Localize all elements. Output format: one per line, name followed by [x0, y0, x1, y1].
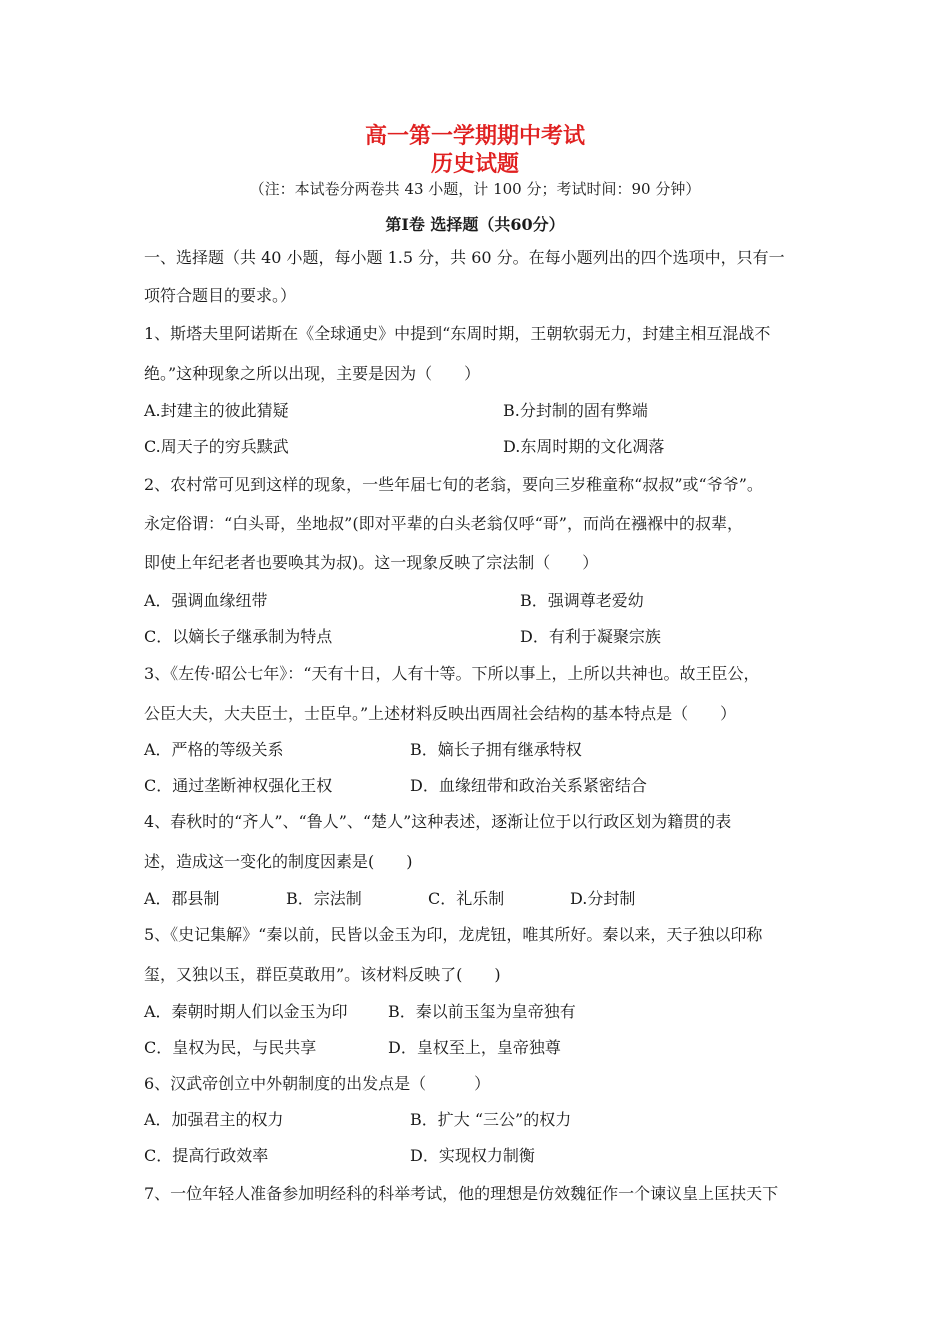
section-title: 第Ⅰ卷 选择题（共60分） — [385, 215, 565, 234]
question-1-stem: 绝。”这种现象之所以出现，主要是因为（ ） — [144, 364, 481, 383]
question-4-option-b: B．宗法制 — [286, 889, 362, 908]
question-6-option-b: B．扩大 “三公”的权力 — [410, 1110, 572, 1129]
question-2-option-d: D．有利于凝聚宗族 — [520, 627, 661, 646]
question-5-option-d: D．皇权至上，皇帝独尊 — [388, 1038, 561, 1057]
question-4-stem: 述，造成这一变化的制度因素是( ) — [144, 852, 413, 871]
question-4-option-c: C．礼乐制 — [428, 889, 505, 908]
question-4-option-d: D.分封制 — [570, 889, 636, 908]
question-1-stem: 1、斯塔夫里阿诺斯在《全球通史》中提到“东周时期，王朝软弱无力，封建主相互混战不 — [144, 324, 771, 343]
question-3-stem: 3、《左传·昭公七年》：“天有十日，人有十等。下所以事上，上所以共神也。故王臣公， — [144, 664, 760, 683]
question-4-option-a: A．郡县制 — [144, 889, 220, 908]
question-3-option-c: C．通过垄断神权强化王权 — [144, 776, 333, 795]
instructions-line: 一、选择题（共 40 小题，每小题 1.5 分，共 60 分。在每小题列出的四个选项中，只有一 — [144, 248, 785, 267]
question-2-option-b: B．强调尊老爱幼 — [520, 591, 644, 610]
question-5-stem: 5、《史记集解》“秦以前，民皆以金玉为印，龙虎钮，唯其所好。秦以来，天子独以印称 — [144, 925, 763, 944]
question-3-option-a: A．严格的等级关系 — [144, 740, 284, 759]
question-1-option-c: C.周天子的穷兵黩武 — [144, 437, 289, 456]
question-1-option-b: B.分封制的固有弊端 — [503, 401, 648, 420]
question-7-stem: 7、一位年轻人准备参加明经科的科举考试，他的理想是仿效魏征作一个谏议皇上匡扶天下 — [144, 1184, 779, 1203]
exam-note: （注：本试卷分两卷共 43 小题，计 100 分；考试时间：90 分钟） — [249, 180, 701, 198]
question-5-option-b: B．秦以前玉玺为皇帝独有 — [388, 1002, 576, 1021]
question-4-stem: 4、春秋时的“齐人”、“鲁人”、“楚人”这种表述，逐渐让位于以行政区划为籍贯的表 — [144, 812, 732, 831]
question-6-option-d: D．实现权力制衡 — [410, 1146, 535, 1165]
question-1-option-d: D.东周时期的文化凋落 — [503, 437, 665, 456]
question-1-option-a: A.封建主的彼此猜疑 — [144, 401, 289, 420]
question-2-option-c: C．以嫡长子继承制为特点 — [144, 627, 333, 646]
question-2-stem: 2、农村常可见到这样的现象，一些年届七旬的老翁，要向三岁稚童称“叔叔”或“爷爷”。 — [144, 475, 763, 494]
question-2-stem: 即使上年纪老者也要唤其为叔)。这一现象反映了宗法制（ ） — [144, 553, 599, 572]
question-3-stem: 公臣大夫，大夫臣士，士臣皁。”上述材料反映出西周社会结构的基本特点是（ ） — [144, 704, 737, 723]
question-2-option-a: A．强调血缘纽带 — [144, 591, 268, 610]
question-3-option-d: D．血缘纽带和政治关系紧密结合 — [410, 776, 647, 795]
exam-title: 高一第一学期期中考试 — [364, 123, 585, 149]
instructions-line: 项符合题目的要求。） — [144, 286, 297, 305]
question-6-option-c: C．提高行政效率 — [144, 1146, 269, 1165]
question-3-option-b: B．嫡长子拥有继承特权 — [410, 740, 582, 759]
question-5-stem: 玺，又独以玉，群臣莫敢用”。该材料反映了( ) — [144, 965, 501, 984]
exam-subtitle: 历史试题 — [430, 151, 519, 177]
question-6-option-a: A．加强君主的权力 — [144, 1110, 284, 1129]
question-5-option-c: C．皇权为民，与民共享 — [144, 1038, 317, 1057]
question-5-option-a: A．秦朝时期人们以金玉为印 — [144, 1002, 348, 1021]
question-6-stem: 6、汉武帝创立中外朝制度的出发点是（ ） — [144, 1074, 491, 1093]
question-2-stem: 永定俗谓：“白头哥，坐地叔”(即对平辈的白头老翁仅呼“哥”，而尚在襁褓中的叔辈， — [144, 514, 743, 533]
